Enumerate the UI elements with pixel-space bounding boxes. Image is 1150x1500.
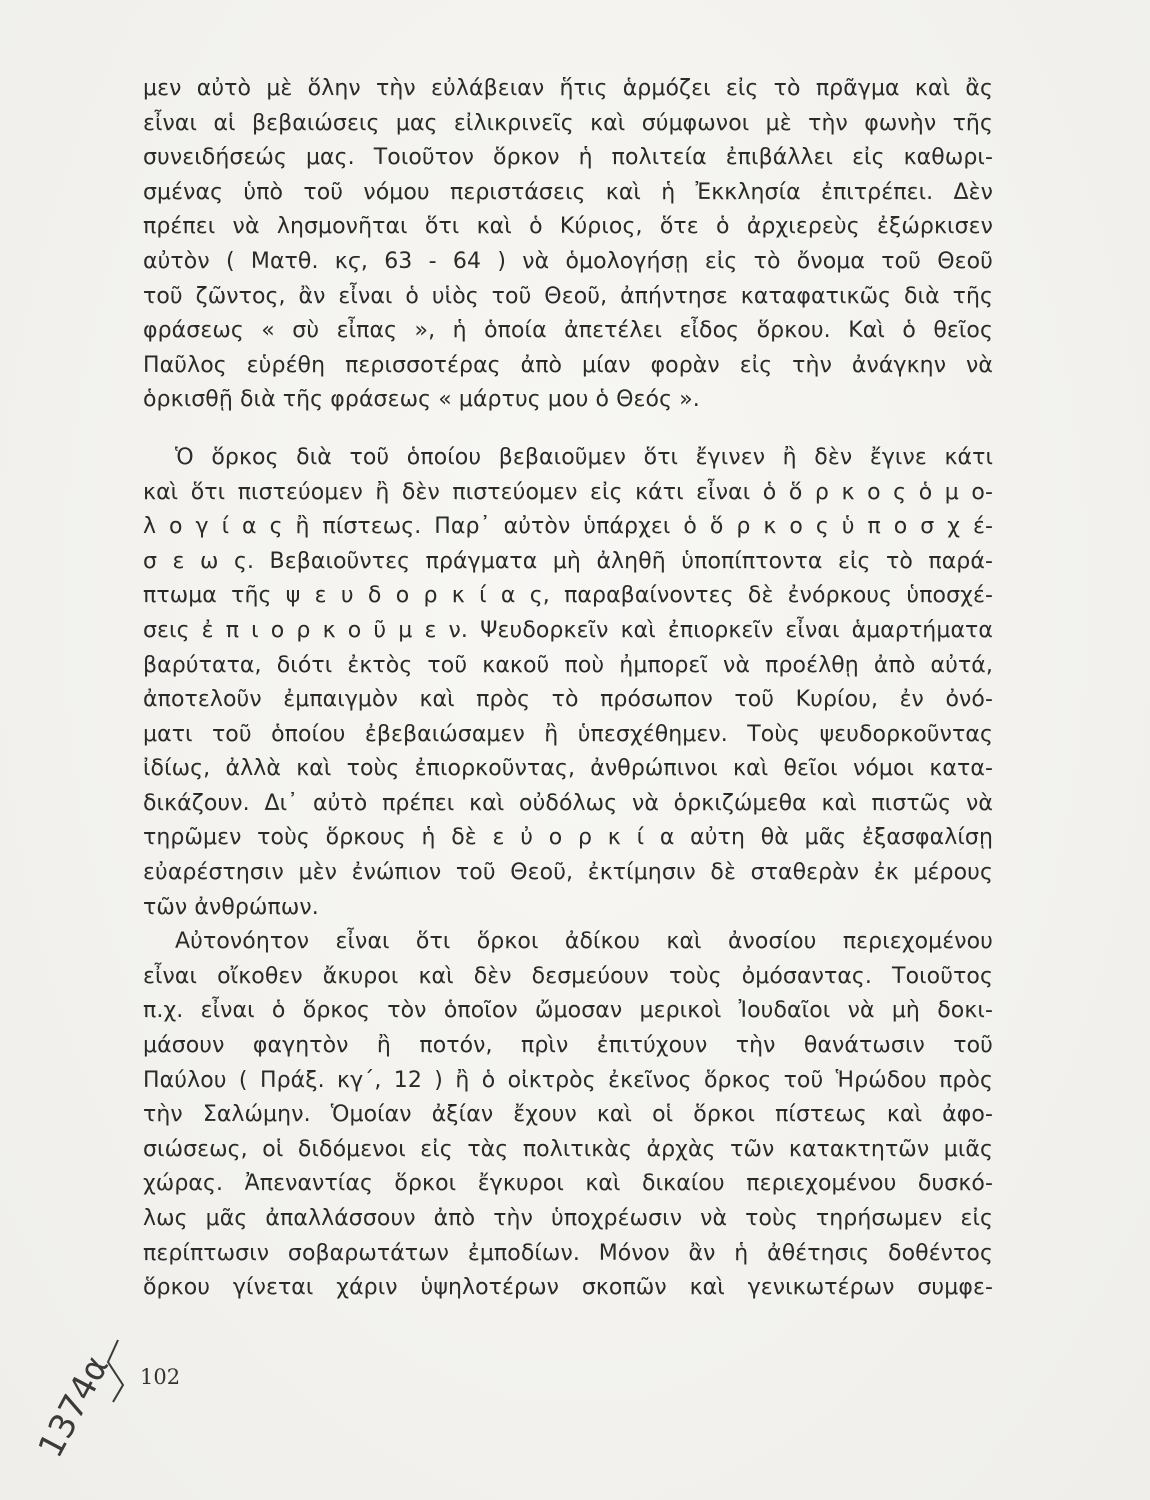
- text-line: λως μᾶς ἀπαλλάσσουν ἀπὸ τὴν ὑποχρέωσιν νὰ τοὺς τηρήσωμεν εἰς: [143, 1206, 993, 1231]
- text-line: π.χ. εἶναι ὁ ὅρκος τὸν ὁποῖον ὤμοσαν μερικοὶ Ἰουδαῖοι νὰ μὴ δοκι-: [143, 998, 993, 1024]
- text-line: μεν αὐτὸ μὲ ὅλην τὴν εὐλάβειαν ἥτις ἁρμόζει εἰς τὸ πρᾶγμα καὶ ἂς: [143, 76, 993, 101]
- text-line: ἀποτελοῦν ἐμπαιγμὸν καὶ πρὸς τὸ πρόσωπον τοῦ Κυρίου, ἐν ὀνό-: [143, 687, 993, 713]
- text-line: τοῦ ζῶντος, ἂν εἶναι ὁ υἱὸς τοῦ Θεοῦ, ἀπήντησε καταφατικῶς διὰ τῆς: [143, 283, 993, 309]
- text-line: δικάζουν. Δι᾽ αὐτὸ πρέπει καὶ οὐδόλως νὰ ὁρκιζώμεθα καὶ πιστῶς νὰ: [143, 790, 993, 816]
- text-line: σ ε ω ς. Βεβαιοῦντες πράγματα μὴ ἀληθῆ ὑποπίπτοντα εἰς τὸ παρά-: [143, 548, 993, 574]
- text-line: φράσεως « σὺ εἶπας », ἡ ὁποία ἀπετέλει εἶδος ὅρκου. Καὶ ὁ θεῖος: [143, 318, 993, 344]
- text-line: ὁρκισθῇ διὰ τῆς φράσεως « μάρτυς μου ὁ Θεός ».: [143, 387, 700, 413]
- text-line: Παῦλος εὑρέθη περισσοτέρας ἀπὸ μίαν φορὰν εἰς τὴν ἀνάγκην νὰ: [143, 352, 993, 378]
- text-line: εἶναι αἱ βεβαιώσεις μας εἰλικρινεῖς καὶ σύμφωνοι μὲ τὴν φωνὴν τῆς: [143, 110, 993, 136]
- text-line: καὶ ὅτι πιστεύομεν ἢ δὲν πιστεύομεν εἰς κάτι εἶναι ὁ ὅ ρ κ ο ς ὁ μ ο-: [143, 479, 993, 505]
- text-line: εἶναι οἴκοθεν ἄκυροι καὶ δὲν δεσμεύουν τοὺς ὀμόσαντας. Τοιοῦτος: [143, 963, 993, 989]
- text-line: πτωμα τῆς ψ ε υ δ ο ρ κ ί α ς, παραβαίνοντες δὲ ἐνόρκους ὑποσχέ-: [143, 583, 993, 609]
- text-line: σεις ἐ π ι ο ρ κ ο ῦ μ ε ν. Ψευδορκεῖν καὶ ἐπιορκεῖν εἶναι ἁμαρτήματα: [143, 617, 993, 643]
- text-line: μάσουν φαγητὸν ἢ ποτόν, πρὶν ἐπιτύχουν τὴν θανάτωσιν τοῦ: [143, 1033, 993, 1059]
- text-line: συνειδήσεώς μας. Τοιοῦτον ὅρκον ἡ πολιτεία ἐπιβάλλει εἰς καθωρι-: [143, 145, 993, 171]
- text-line: πρέπει νὰ λησμονῆται ὅτι καὶ ὁ Κύριος, ὅτε ὁ ἀρχιερεὺς ἐξώρκισεν: [143, 214, 993, 240]
- text-line: Παύλου ( Πράξ. κγ΄, 12 ) ἢ ὁ οἰκτρὸς ἐκεῖνος ὅρκος τοῦ Ἡρώδου πρὸς: [143, 1067, 993, 1093]
- text-line: εὐαρέστησιν μὲν ἐνώπιον τοῦ Θεοῦ, ἐκτίμησιν δὲ σταθερὰν ἐκ μέρους: [143, 860, 993, 886]
- text-line: περίπτωσιν σοβαρωτάτων ἐμποδίων. Μόνον ἂν ἡ ἀθέτησις δοθέντος: [143, 1240, 993, 1266]
- text-line: τηρῶμεν τοὺς ὅρκους ἡ δὲ ε ὐ ο ρ κ ί α αὐτη θὰ μᾶς ἐξασφαλίσῃ: [143, 825, 993, 851]
- text-line: τῶν ἀνθρώπων.: [143, 894, 319, 920]
- text-line: σιώσεως, οἱ διδόμενοι εἰς τὰς πολιτικὰς ἀρχὰς τῶν κατακτητῶν μιᾶς: [143, 1136, 993, 1162]
- paragraph-start-line: Αὐτονόητον εἶναι ὅτι ὅρκοι ἀδίκου καὶ ἀνοσίου περιεχομένου: [175, 929, 993, 955]
- text-line: ὅρκου γίνεται χάριν ὑψηλοτέρων σκοπῶν καὶ γενικωτέρων συμφε-: [143, 1275, 993, 1301]
- text-line: αὐτὸν ( Ματθ. κϛ, 63 - 64 ) νὰ ὁμολογήσῃ εἰς τὸ ὄνομα τοῦ Θεοῦ: [143, 248, 993, 274]
- paragraph-start-line: Ὁ ὅρκος διὰ τοῦ ὁποίου βεβαιοῦμεν ὅτι ἔγινεν ἢ δὲν ἔγινε κάτι: [175, 444, 993, 470]
- body-text: [143, 72, 993, 1306]
- text-line: λ ο γ ί α ς ἢ πίστεως. Παρ᾽ αὐτὸν ὑπάρχει ὁ ὅ ρ κ ο ς ὑ π ο σ χ έ-: [143, 514, 993, 540]
- text-line: ἰδίως, ἀλλὰ καὶ τοὺς ἐπιορκοῦντας, ἀνθρώπινοι καὶ θεῖοι νόμοι κατα-: [143, 756, 993, 782]
- page-number: 102: [140, 1365, 181, 1389]
- text-line: ματι τοῦ ὁποίου ἐβεβαιώσαμεν ἢ ὑπεσχέθημεν. Τοὺς ψευδορκοῦντας: [143, 721, 993, 747]
- text-line: βαρύτατα, διότι ἐκτὸς τοῦ κακοῦ ποὺ ἠμπορεῖ νὰ προέλθῃ ἀπὸ αὐτά,: [143, 652, 993, 678]
- text-line: χώρας. Ἀπεναντίας ὅρκοι ἔγκυροι καὶ δικαίου περιεχομένου δυσκό-: [143, 1171, 993, 1197]
- handwritten-note: 1374α: [30, 1349, 118, 1465]
- text-line: τὴν Σαλώμην. Ὁμοίαν ἀξίαν ἔχουν καὶ οἱ ὅρκοι πίστεως καὶ ἀφο-: [143, 1102, 993, 1128]
- text-line: σμένας ὑπὸ τοῦ νόμου περιστάσεις καὶ ἡ Ἐκκλησία ἐπιτρέπει. Δὲν: [143, 179, 993, 205]
